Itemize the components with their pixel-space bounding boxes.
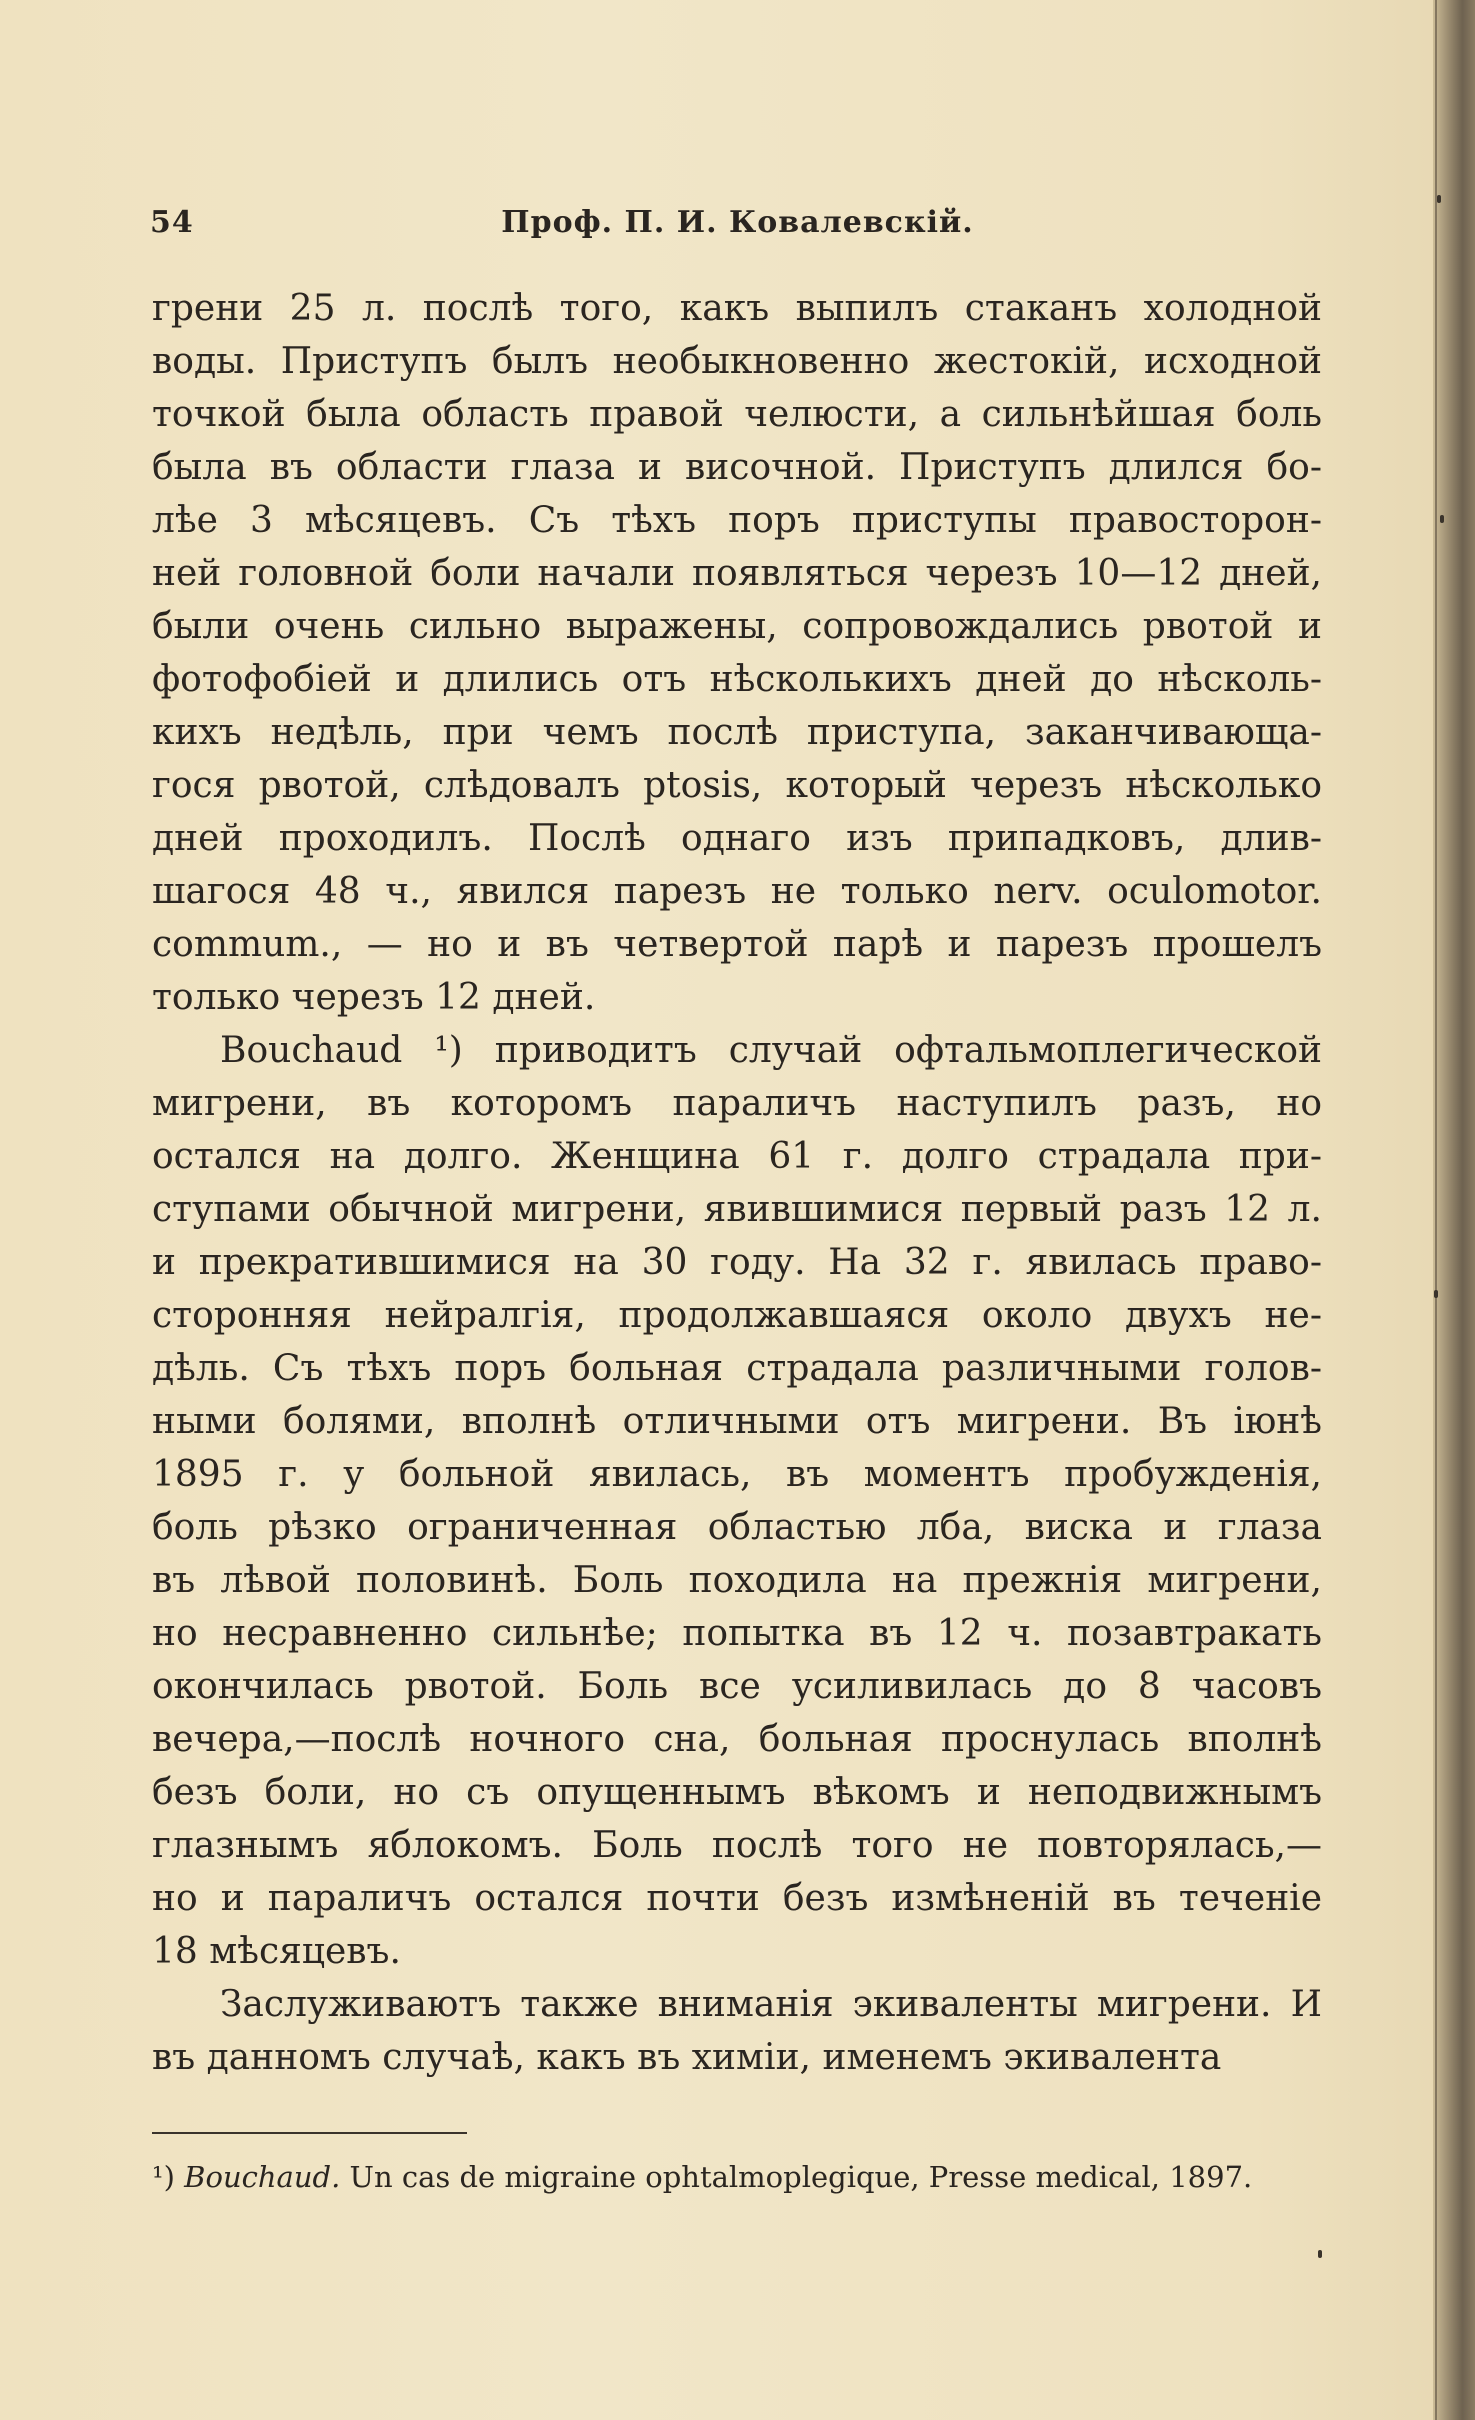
text-line: были очень сильно выражены, сопровождались рвотой и [152, 606, 1322, 647]
text-line: воды. Приступъ былъ необыкновенно жестокій, исходной [152, 341, 1322, 382]
footnote-text: Un cas de migraine ophtalmoplegique, Presse medical, 1897. [349, 2160, 1253, 2194]
text-line: остался на долго. Женщина 61 г. долго страдала при- [152, 1136, 1322, 1177]
text-line: и прекратившимися на 30 году. На 32 г. явилась право- [152, 1242, 1322, 1283]
text-line: сторонняя нейралгія, продолжавшаяся около двухъ не- [152, 1295, 1322, 1336]
text-line: ней головной боли начали появляться черезъ 10—12 дней, [152, 553, 1322, 594]
text-line: только черезъ 12 дней. [152, 977, 596, 1018]
text-line: въ данномъ случаѣ, какъ въ химіи, именемъ экивалента [152, 2037, 1222, 2078]
text-line: но несравненно сильнѣе; попытка въ 12 ч. позавтракать [152, 1613, 1322, 1654]
text-line: 18 мѣсяцевъ. [152, 1931, 401, 1972]
margin-speck [1434, 1290, 1438, 1298]
text-line: въ лѣвой половинѣ. Боль походила на прежнія мигрени, [152, 1560, 1322, 1601]
text-line: глазнымъ яблокомъ. Боль послѣ того не повторялась,— [152, 1825, 1322, 1866]
text-line: точкой была область правой челюсти, а сильнѣйшая боль [152, 394, 1322, 435]
text-line: Заслуживаютъ также вниманія экиваленты мигрени. И [220, 1984, 1322, 2025]
body-text [152, 282, 1322, 2084]
page-edge-line [1435, 0, 1437, 2420]
text-line: безъ боли, но съ опущеннымъ вѣкомъ и неподвижнымъ [152, 1772, 1322, 1813]
text-line: commum., — но и въ четвертой парѣ и парезъ прошелъ [152, 924, 1322, 965]
text-line: кихъ недѣль, при чемъ послѣ приступа, заканчивающа- [152, 712, 1322, 753]
text-line: шагося 48 ч., явился парезъ не только nerv. oculomotor. [152, 871, 1322, 912]
margin-speck [1437, 195, 1441, 203]
text-line: грени 25 л. послѣ того, какъ выпилъ стаканъ холодной [152, 288, 1322, 329]
footnote-rule [152, 2132, 467, 2134]
text-line: лѣе 3 мѣсяцевъ. Съ тѣхъ поръ приступы правосторон- [152, 500, 1322, 541]
running-title: Проф. П. И. Ковалевскій. [501, 205, 974, 240]
text-line: вечера,—послѣ ночного сна, больная проснулась вполнѣ [152, 1719, 1322, 1760]
footnote-marker: ¹) [152, 2160, 175, 2194]
text-line: дней проходилъ. Послѣ однаго изъ припадковъ, длив- [152, 818, 1322, 859]
text-line: 1895 г. у больной явилась, въ моментъ пробужденія, [152, 1454, 1322, 1495]
text-line: гося рвотой, слѣдовалъ ptosis, который черезъ нѣсколько [152, 765, 1322, 806]
text-line: ступами обычной мигрени, явившимися первый разъ 12 л. [152, 1189, 1322, 1230]
margin-speck [1440, 515, 1444, 523]
text-line: Bouchaud ¹) приводитъ случай офтальмоплегической [220, 1030, 1322, 1071]
text-line: ными болями, вполнѣ отличными отъ мигрени. Въ іюнѣ [152, 1401, 1322, 1442]
page-number: 54 [150, 205, 194, 240]
page-binding-edge [1433, 0, 1475, 2420]
footnote-author: Bouchaud. [184, 2160, 341, 2194]
text-line: мигрени, въ которомъ параличъ наступилъ разъ, но [152, 1083, 1322, 1124]
text-line: дѣль. Съ тѣхъ поръ больная страдала различными голов- [152, 1348, 1322, 1389]
text-line: боль рѣзко ограниченная областью лба, виска и глаза [152, 1507, 1322, 1548]
text-line: окончилась рвотой. Боль все усиливилась до 8 часовъ [152, 1666, 1322, 1707]
text-line: но и параличъ остался почти безъ измѣненій въ теченіе [152, 1878, 1322, 1919]
text-line: фотофобіей и длились отъ нѣсколькихъ дней до нѣсколь- [152, 659, 1322, 700]
text-line: была въ области глаза и височной. Приступъ длился бо- [152, 447, 1322, 488]
page-header [150, 205, 1325, 249]
footnote [152, 2155, 1322, 2199]
margin-speck [1318, 2250, 1322, 2258]
